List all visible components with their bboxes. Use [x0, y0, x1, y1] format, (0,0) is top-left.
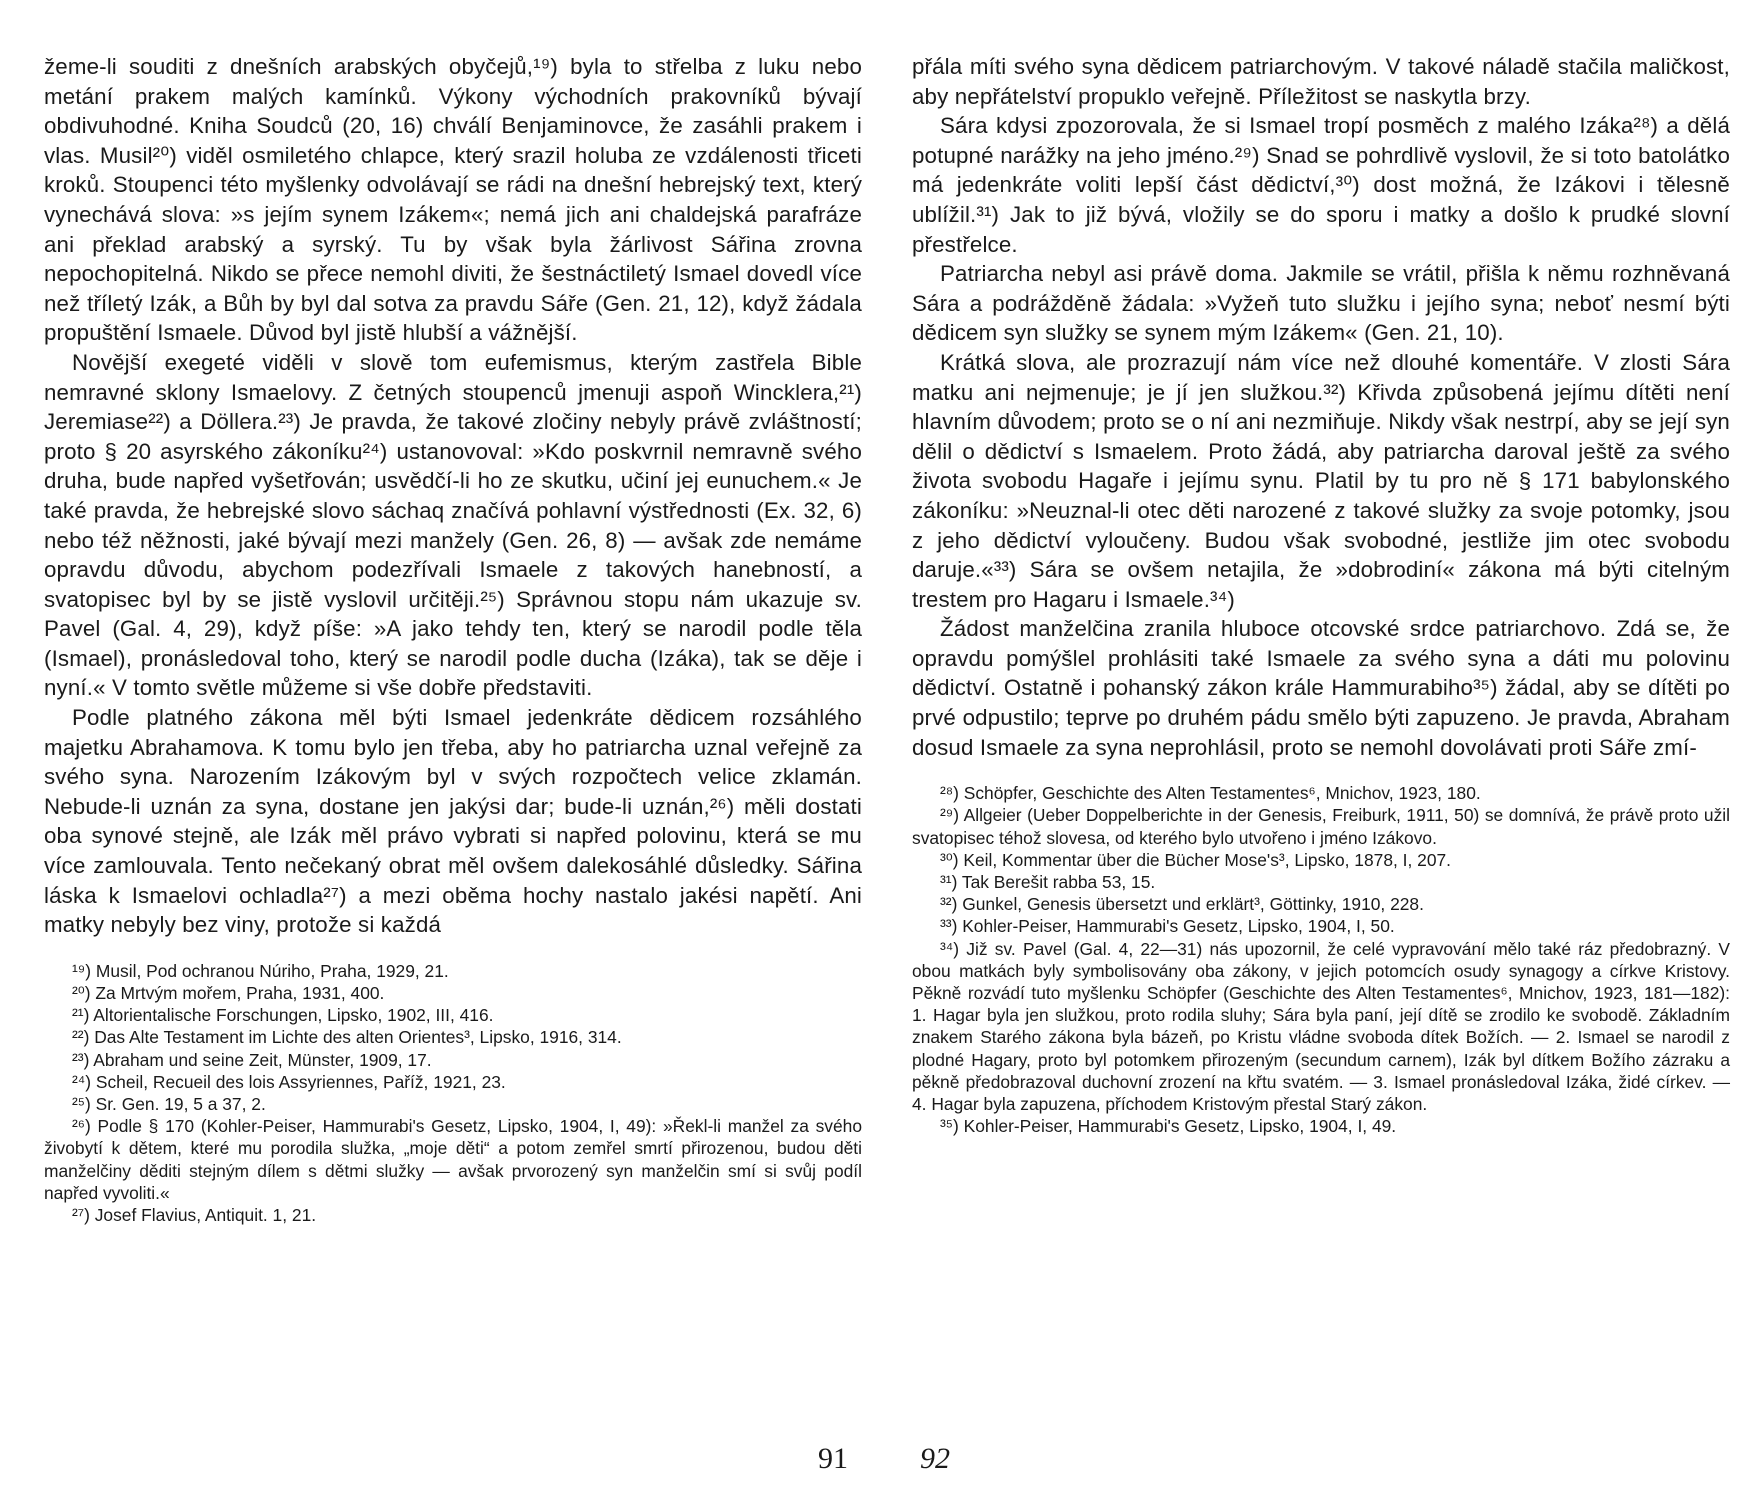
left-paragraph-3: Podle platného zákona měl býti Ismael jedenkráte dědicem rozsáhlého majetku Abrahamova. K tomu bylo jen třeba, aby ho patriarcha uznal veřejně za svého syna. Narozením Izákovým byl v svých rozpočtech velice zklamán. Nebude-li uznán za syna, dostane jen jakýsi dar; bude-li uznán,²⁶) měli dostati oba synové stejně, ale Izák měl právo vybrati si napřed polovinu, která se mu více zamlouvala. Tento nečekaný obrat měl ovšem dalekosáhlé důsledky. Sářina láska k Ismaelovi ochladla²⁷) a mezi oběma hochy nastalo jakési napětí. Ani matky nebyly bez viny, protože si každá: [44, 705, 862, 938]
right-paragraph-5: Žádost manželčina zranila hluboce otcovské srdce patriarchovo. Zdá se, že opravdu pomýšlel prohlásiti také Ismaele za svého syna a dáti mu polovinu dědictví. Ostatně i pohanský zákon krále Hammurabiho³⁵) žádal, aby se dítěti po prvé odpustilo; teprve po druhém pádu smělo býti zapuzeno. Je pravda, Abraham dosud Ismaele za syna neprohlásil, proto se nemohl dovolávati proti Sáře zmí-: [912, 616, 1730, 760]
footnote-35: ³⁵) Kohler-Peiser, Hammurabi's Gesetz, Lipsko, 1904, I, 49.: [940, 1116, 1397, 1137]
footnote-33: ³³) Kohler-Peiser, Hammurabi's Gesetz, Lipsko, 1904, I, 50.: [940, 916, 1395, 937]
footnote-20: ²⁰) Za Mrtvým mořem, Praha, 1931, 400.: [72, 983, 385, 1004]
footnote-28: ²⁸) Schöpfer, Geschichte des Alten Testamentes⁶, Mnichov, 1923, 180.: [940, 783, 1481, 804]
right-page: [912, 52, 1730, 1138]
footnote-26: ²⁶) Podle § 170 (Kohler-Peiser, Hammurabi's Gesetz, Lipsko, 1904, I, 49): »Řekl-li manžel za svého živobytí k dětem, které mu porodila služka, „moje děti“ a potom zemřel smrtí přirozenou, budou děti manželčiny děditi stejným dílem s dětmi služky — avšak prvorozený syn manželčin smí si svůj podíl napřed vyvoliti.«: [44, 1116, 862, 1203]
footnote-19: ¹⁹) Musil, Pod ochranou Núriho, Praha, 1929, 21.: [72, 960, 449, 981]
footnote-21: ²¹) Altorientalische Forschungen, Lipsko, 1902, III, 416.: [72, 1005, 494, 1026]
footnote-27: ²⁷) Josef Flavius, Antiquit. 1, 21.: [72, 1205, 317, 1226]
right-footnotes: [912, 782, 1730, 1137]
footnote-29: ²⁹) Allgeier (Ueber Doppelberichte in der Genesis, Freiburk, 1911, 50) se domnívá, že právě proto užil svatopisec téhož slovesa, od kterého bylo utvořeno i jméno Izákovo.: [912, 805, 1730, 848]
left-paragraph-2: Novější exegeté viděli v slově tom eufemismus, kterým zastřela Bible nemravné sklony Ismaelovy. Z četných stoupenců jmenuji aspoň Wincklera,²¹) Jeremiase²²) a Döllera.²³) Je pravda, že takové zločiny nebyly právě zvláštností; proto § 20 asyrského zákoníku²⁴) ustanovoval: »Kdo poskvrnil nemravně svého druha, bude napřed vyšetřován; usvědčí-li ho ze skutku, učiní jej eunuchem.« Je také pravda, že hebrejské slovo sáchaq značívá pohlavní výstřednosti (Ex. 32, 6) nebo též něžnosti, jaké bývají mezi manžely (Gen. 26, 8) — avšak zde nemáme opravdu důvodu, abychom podezřívali Ismaele z takových hanebností, a svatopisec byl by se jistě vyslovil určitěji.²⁵) Správnou stopu nám ukazuje sv. Pavel (Gal. 4, 29), když píše: »A jako tehdy ten, který se narodil podle těla (Ismael), pronásledoval toho, který se narodil podle ducha (Izáka), tak se děje i nyní.« V tomto světle můžeme si vše dobře představiti.: [44, 349, 862, 701]
left-paragraph-1: žeme-li souditi z dnešních arabských obyčejů,¹⁹) byla to střelba z luku nebo metání prakem malých kamínků. Výkony východních prakovníků bývají obdivuhodné. Kniha Soudců (20, 16) chválí Benjaminovce, že zasáhli prakem i vlas. Musil²⁰) viděl osmiletého chlapce, který srazil holuba ze vzdálenosti třiceti kroků. Stoupenci této myšlenky odvolávají se rádi na dnešní hebrejský text, který vynechává slova: »s jejím synem Izákem«; nemá jich ani chaldejská parafráze ani překlad arabský a syrský. Tu by však byla žárlivost Sářina zrovna nepochopitelná. Nikdo se přece nemohl diviti, že šestnáctiletý Ismael dovedl více než tříletý Izák, a Bůh by byl dal sotva za pravdu Sáře (Gen. 21, 12), když žádala propuštění Ismaele. Důvod byl jistě hlubší a vážnější.: [44, 54, 862, 346]
left-footnotes: [44, 960, 862, 1226]
right-paragraph-3: Patriarcha nebyl asi právě doma. Jakmile se vrátil, přišla k němu rozhněvaná Sára a podrážděně žádala: »Vyžeň tuto služku i jejího syna; neboť nesmí býti dědicem syn služky se synem mým Izákem« (Gen. 21, 10).: [912, 261, 1730, 346]
footnote-25: ²⁵) Sr. Gen. 19, 5 a 37, 2.: [72, 1094, 266, 1115]
right-paragraph-1: přála míti svého syna dědicem patriarchovým. V takové náladě stačila maličkost, aby nepřátelství propuklo veřejně. Příležitost se naskytla brzy.: [912, 54, 1730, 109]
footnote-32: ³²) Gunkel, Genesis übersetzt und erklärt³, Göttinky, 1910, 228.: [940, 894, 1424, 915]
footnote-30: ³⁰) Keil, Kommentar über die Bücher Mose's³, Lipsko, 1878, I, 207.: [940, 849, 1451, 870]
footnote-34: ³⁴) Již sv. Pavel (Gal. 4, 22—31) nás upozornil, že celé vypravování mělo také ráz předobrazný. V obou matkách byly symbolisovány oba zákony, v jejich potomcích osudy synagogy a církve Kristovy. Pěkně rozvádí tuto myšlenku Schöpfer (Geschichte des Alten Testamentes⁶, Mnichov, 1923, 181—182): 1. Hagar byla jen služkou, proto rodila sluhy; Sára byla paní, její dítě se zrodilo ke svobodě. Základním znakem Starého zákona byla bázeň, po Kristu vládne svoboda dítek Božích. — 2. Ismael se narodil z plodné Hagary, proto byl potomkem přirozeným (secundum carnem), Izák byl dítkem Božího zázraku a pěkně předobrazoval duchovní zrození na křtu svatém. — 3. Ismael pronásledoval Izáka, židé církev. — 4. Hagar byla zapuzena, příchodem Kristovým přestal Starý zákon.: [912, 938, 1730, 1115]
left-page: [44, 52, 862, 1226]
right-paragraph-2: Sára kdysi zpozorovala, že si Ismael tropí posměch z malého Izáka²⁸) a dělá potupné narážky na jeho jméno.²⁹) Snad se pohrdlivě vyslovil, že si toto batolátko má jedenkráte voliti lepší část dědictví,³⁰) dost možná, že Izákovi i tělesně ublížil.³¹) Jak to již bývá, vložily se do sporu i matky a došlo k prudké slovní přestřelce.: [912, 113, 1730, 257]
right-paragraph-4: Krátká slova, ale prozrazují nám více než dlouhé komentáře. V zlosti Sára matku ani nejmenuje; je jí jen služkou.³²) Křivda způsobená jejímu dítěti není hlavním důvodem; proto se o ní ani nezmiňuje. Nikdy však nestrpí, aby se její syn dělil o dědictví s Ismaelem. Proto žádá, aby patriarcha daroval ještě za svého života svobodu Hagaře i jejímu synu. Platil by tu pro ně § 171 babylonského zákoníku: »Neuznal-li otec děti narozené z takové služky za svoje potomky, jsou z jeho dědictví vyloučeny. Budou však svobodné, jestliže jim otec svobodu daruje.«³³) Sára se ovšem netajila, že »dobrodiní« zákona má býti citelným trestem pro Hagaru i Ismaele.³⁴): [912, 349, 1730, 612]
footnote-24: ²⁴) Scheil, Recueil des lois Assyriennes, Paříž, 1921, 23.: [72, 1071, 506, 1092]
footnote-31: ³¹) Tak Berešit rabba 53, 15.: [940, 872, 1156, 893]
page-number-right: 92: [920, 1442, 950, 1475]
page-number-left: 91: [818, 1442, 848, 1475]
footnote-22: ²²) Das Alte Testament im Lichte des alten Orientes³, Lipsko, 1916, 314.: [72, 1027, 622, 1048]
left-body-text: [44, 52, 862, 940]
right-body-text: [912, 52, 1730, 762]
footnote-23: ²³) Abraham und seine Zeit, Münster, 1909, 17.: [72, 1049, 432, 1070]
